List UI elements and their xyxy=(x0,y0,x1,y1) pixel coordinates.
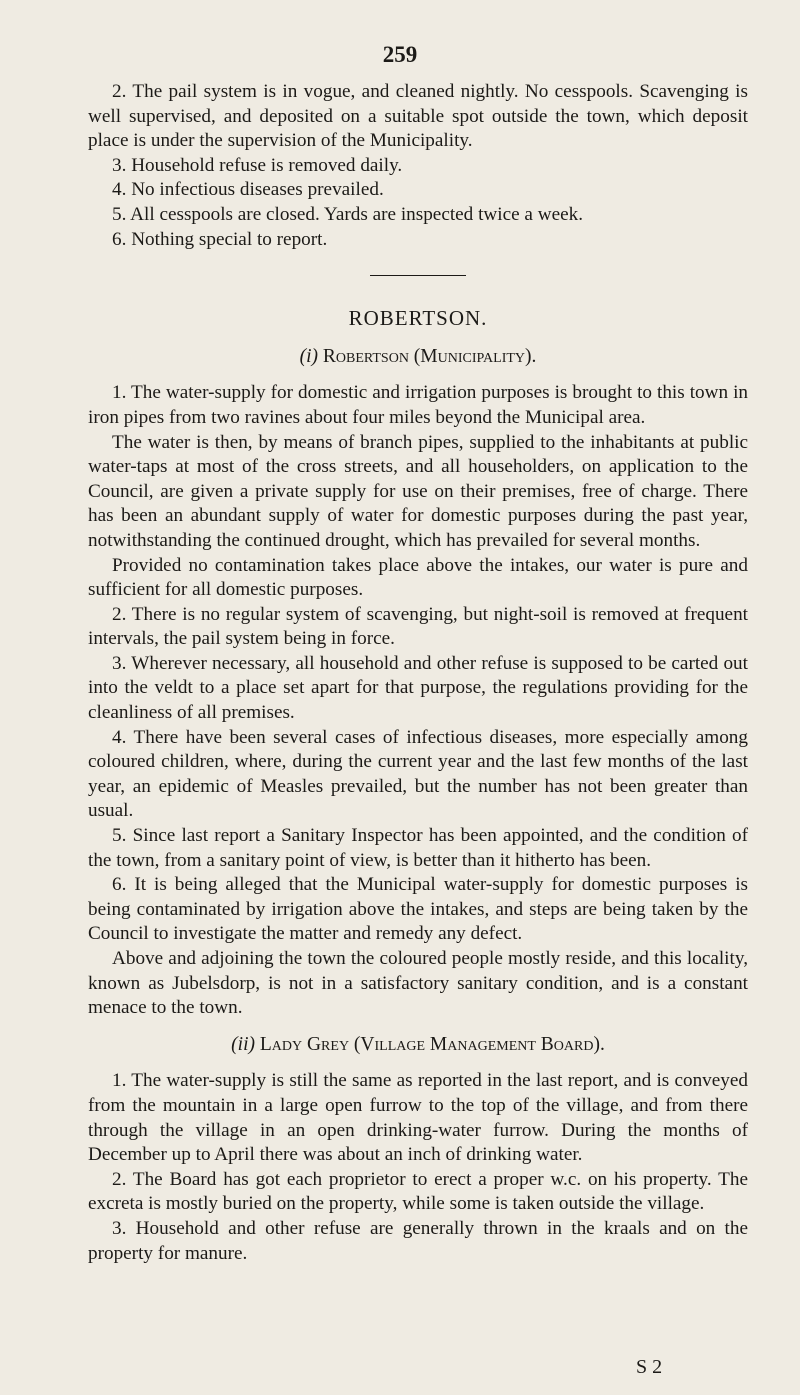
paragraph: Above and adjoining the town the coloured people mostly reside, and this locality, known as Jubelsdorp, is not in a satisfactory sanitary condition, and is a constant menace to the town. xyxy=(88,948,748,1019)
paragraph: 1. The water-supply for domestic and irrigation purposes is brought to this town in iron pipes from two ravines about four miles beyond the Municipal area. xyxy=(88,382,748,428)
paragraph: 1. The water-supply is still the same as reported in the last report, and is conveyed from the mountain in a large open furrow to the top of the village, and from there through the village in an open drinking-water furrow. During the months of December up to April there was about an inch of drinking water. xyxy=(88,1070,748,1166)
paragraph: 2. The Board has got each proprietor to erect a proper w.c. on his property. The excreta is mostly buried on the property, while some is taken outside the village. xyxy=(88,1168,748,1215)
paragraph: 2. There is no regular system of scavenging, but night-soil is removed at frequent intervals, the pail system being in force. xyxy=(88,603,748,650)
page-number: 259 xyxy=(382,42,418,67)
intro-item-3: 3. Household refuse is removed daily. xyxy=(112,154,403,176)
paragraph: Provided no contamination takes place above the intakes, our water is pure and sufficient for all domestic purposes. xyxy=(88,554,748,601)
subsection-title: Lady Grey (Village Management Board). xyxy=(259,1033,605,1055)
paragraph: 6. It is being alleged that the Municipal water-supply for domestic purposes is being contaminated by irrigation above the intakes, and steps are being taken by the Council to investigate the matter and remedy any defect. xyxy=(88,874,748,945)
paragraph: The water is then, by means of branch pipes, supplied to the inhabitants at public water-taps at most of the cross streets, and all householders, on application to the Council, are given a private supply for use on their premises, free of charge. There has been an abundant supply of water for domestic purposes during the past year, notwithstanding the continued drought, which has prevailed for several months. xyxy=(88,431,748,551)
paragraph: 5. Since last report a Sanitary Inspector has been appointed, and the condition of the town, from a sanitary point of view, is better than it hitherto has been. xyxy=(88,825,748,871)
paragraph: 4. There have been several cases of infectious diseases, more especially among coloured children, where, during the current year and the last few months of the last year, an epidemic of Measles prevailed, but the number has not been greater than usual. xyxy=(88,726,748,822)
intro-item-5: 5. All cesspools are closed. Yards are inspected twice a week. xyxy=(112,203,584,225)
intro-item-6: 6. Nothing special to report. xyxy=(112,228,328,250)
subsection-heading-lady-grey xyxy=(88,1033,748,1058)
intro-item-4: 4. No infectious diseases prevailed. xyxy=(112,179,384,201)
section-heading: ROBERTSON. xyxy=(348,306,488,331)
subsection-numeral: (i) xyxy=(299,345,318,367)
subsection-numeral: (ii) xyxy=(231,1033,255,1055)
subsection-heading-municipality xyxy=(88,345,748,370)
page-body xyxy=(88,80,748,1266)
subsection-title: Robertson (Municipality). xyxy=(322,345,537,367)
signature-mark: S 2 xyxy=(636,1356,663,1378)
paragraph: 3. Wherever necessary, all household and other refuse is supposed to be carted out into the veldt to a place set apart for that purpose, the regulations providing for the cleanliness of all premises. xyxy=(88,652,748,724)
section-divider xyxy=(370,275,466,276)
paragraph: 3. Household and other refuse are generally thrown in the kraals and on the property for manure. xyxy=(88,1217,748,1264)
intro-item-2: 2. The pail system is in vogue, and cleaned nightly. No cesspools. Scavenging is well supervised, and deposited on a suitable spot outside the town, which deposit place is under the supervision of the Municipality. xyxy=(88,81,748,152)
